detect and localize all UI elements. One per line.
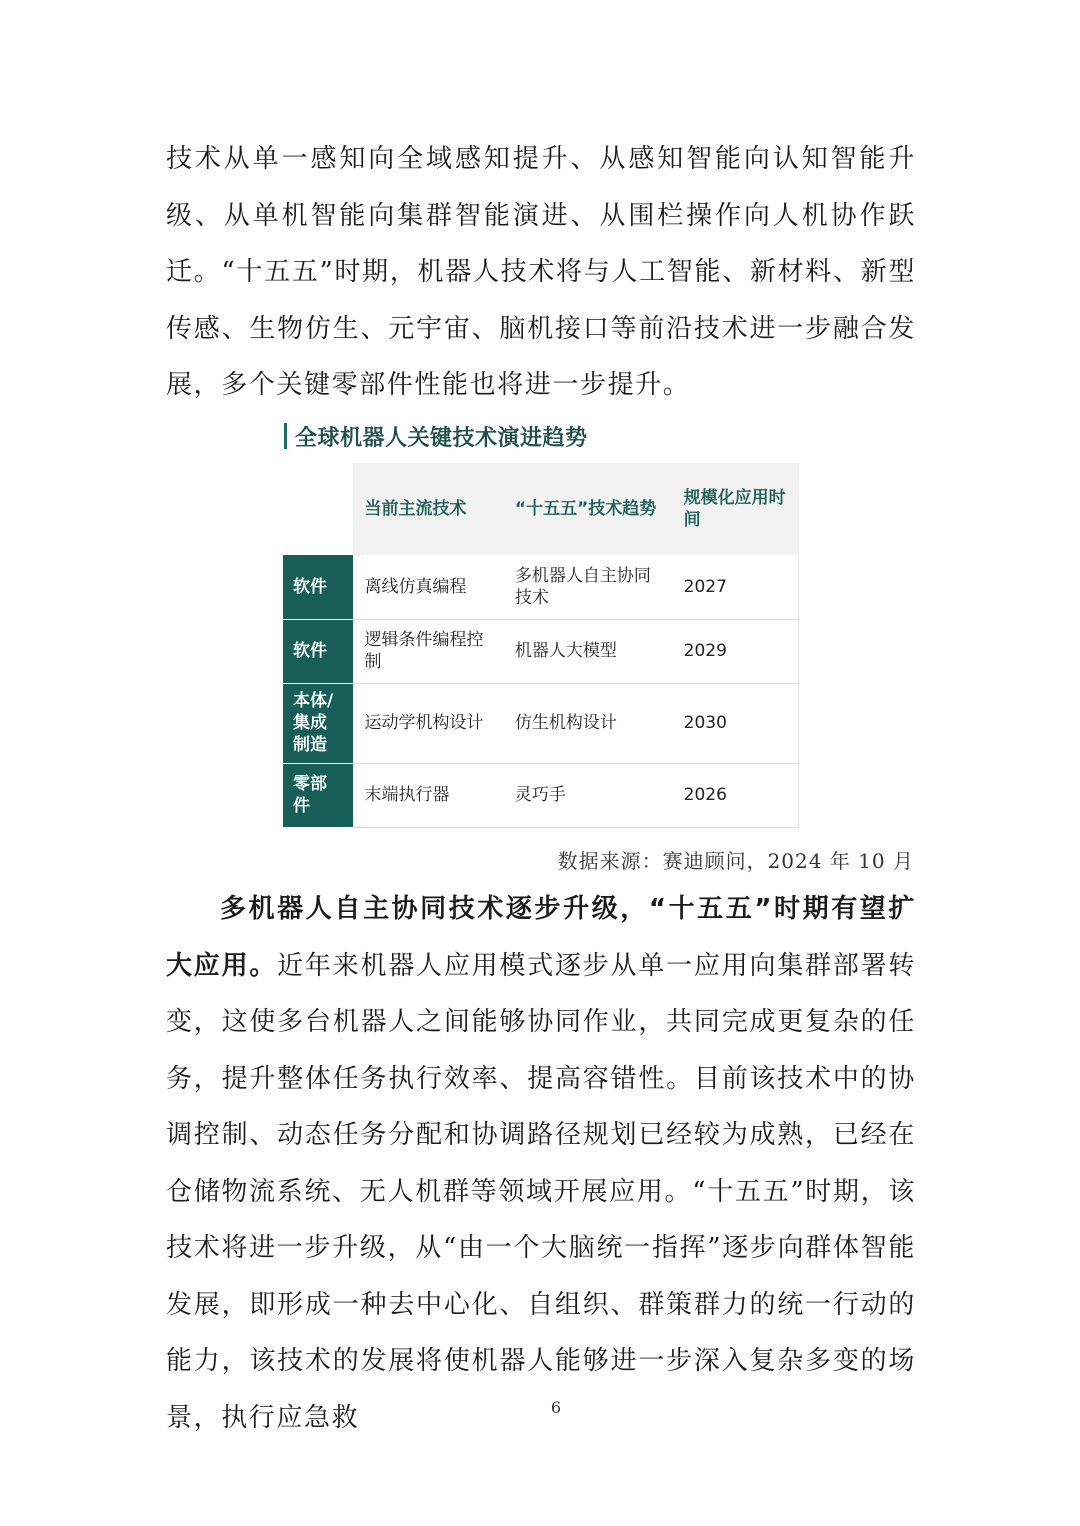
header-time: 规模化应用时间 bbox=[672, 463, 799, 555]
row-category: 软件 bbox=[283, 555, 353, 619]
cell-current: 运动学机构设计 bbox=[353, 683, 503, 763]
paragraph-lead-bold: 多机器人自主协同技术逐步升级，“十五五”时期有望扩大应用。 bbox=[166, 894, 916, 981]
row-category: 本体/集成制造 bbox=[283, 683, 353, 763]
cell-current: 末端执行器 bbox=[353, 763, 503, 827]
paragraph-body-text: 近年来机器人应用模式逐步从单一应用向集群部署转变，这使多台机器人之间能够协同作业，共同完成更复杂的任务，提升整体任务执行效率、提高容错性。目前该技术中的协调控制、动态任务分配和协调路径规划已经较为成熟，已经在仓储物流系统、无人机群等领域开展应用。“十五五”时期，该技术将进一步升级，从“由一个大脑统一指挥”逐步向群体智能发展，即形成一种去中心化、自组织、群策群力的统一行动的能力，该技术的发展将使机器人能够进一步深入复杂多变的场景，执行应急救 bbox=[166, 950, 916, 1433]
table-title-text: 全球机器人关键技术演进趋势 bbox=[295, 425, 588, 451]
table-header-row bbox=[283, 463, 799, 555]
cell-trend: 灵巧手 bbox=[503, 763, 672, 827]
table-row bbox=[283, 683, 799, 763]
body-paragraph-top: 技术从单一感知向全域感知提升、从感知智能向认知智能升级、从单机智能向集群智能演进、从围栏操作向人机协作跃迁。“十五五”时期，机器人技术将与人工智能、新材料、新型传感、生物仿生、元宇宙、脑机接口等前沿技术进一步融合发展，多个关键零部件性能也将进一步提升。 bbox=[166, 144, 916, 400]
row-category: 零部件 bbox=[283, 763, 353, 827]
cell-trend: 机器人大模型 bbox=[503, 619, 672, 683]
cell-time: 2027 bbox=[672, 555, 799, 619]
header-trend: “十五五”技术趋势 bbox=[503, 463, 672, 555]
data-source-note: 数据来源：赛迪顾问，2024 年 10 月 bbox=[557, 849, 914, 873]
cell-time: 2030 bbox=[672, 683, 799, 763]
cell-time: 2029 bbox=[672, 619, 799, 683]
cell-trend: 仿生机构设计 bbox=[503, 683, 672, 763]
tech-trend-table bbox=[283, 463, 799, 828]
header-current-tech: 当前主流技术 bbox=[353, 463, 503, 555]
page-number: 6 bbox=[550, 1398, 562, 1417]
cell-current: 离线仿真编程 bbox=[353, 555, 503, 619]
cell-current: 逻辑条件编程控制 bbox=[353, 619, 503, 683]
row-category: 软件 bbox=[283, 619, 353, 683]
body-paragraph-bottom bbox=[166, 881, 916, 1446]
table-title bbox=[284, 420, 588, 452]
table-row bbox=[283, 619, 799, 683]
table-row bbox=[283, 555, 799, 619]
title-accent-bar bbox=[284, 423, 287, 449]
cell-trend: 多机器人自主协同技术 bbox=[503, 555, 672, 619]
table-row bbox=[283, 763, 799, 827]
header-corner bbox=[283, 463, 353, 555]
cell-time: 2026 bbox=[672, 763, 799, 827]
